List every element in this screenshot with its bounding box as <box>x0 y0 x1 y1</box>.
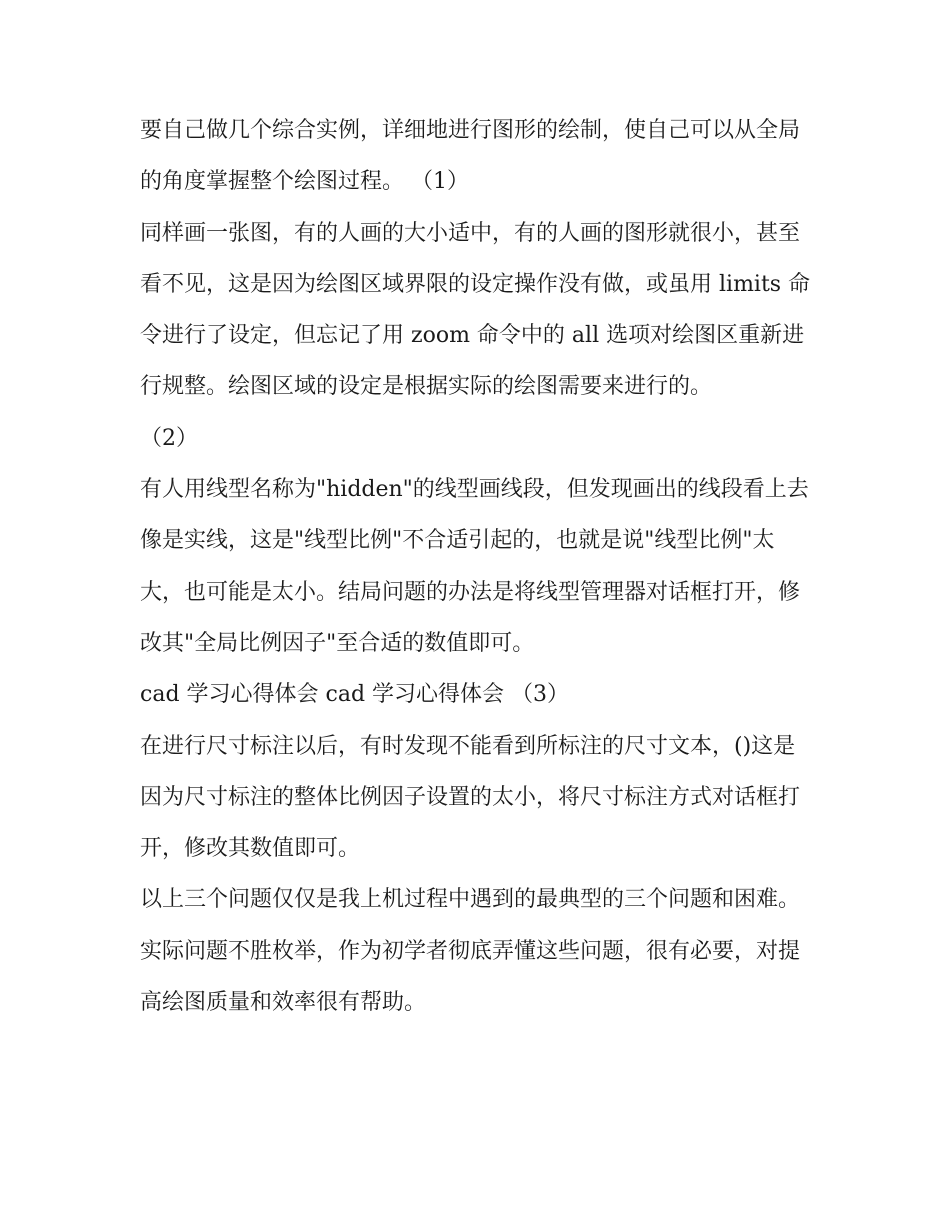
paragraph-linetype-scale: 有人用线型名称为"hidden"的线型画线段，但发现画出的线段看上去像是实线，这是"线型比例"不合适引起的，也就是说"线型比例"太大，也可能是太小。结局问题的办法是将线型管理器对话框打开，修改其"全局比例因子"至合适的数值即可。 <box>140 477 809 656</box>
section-heading-3: cad 学习心得体会 cad 学习心得体会 （3） <box>140 682 570 708</box>
section-number-2: （2） <box>140 425 198 451</box>
paragraph-conclusion: 以上三个问题仅仅是我上机过程中遇到的最典型的三个问题和困难。实际问题不胜枚举，作为初学者彻底弄懂这些问题，很有必要，对提高绘图质量和效率很有帮助。 <box>140 887 801 1016</box>
paragraph-intro: 要自己做几个综合实例，详细地进行图形的绘制，使自己可以从全局的角度掌握整个绘图过程。 （1） <box>140 118 801 195</box>
paragraph-dimension-text: 在进行尺寸标注以后，有时发现不能看到所标注的尺寸文本，()这是因为尺寸标注的整体比例因子设置的太小，将尺寸标注方式对话框打开，修改其数值即可。 <box>140 733 801 862</box>
paragraph-limits-zoom: 同样画一张图，有的人画的大小适中，有的人画的图形就很小，甚至看不见，这是因为绘图区域界限的设定操作没有做，或虽用 limits 命令进行了设定，但忘记了用 zoom 命令中的 all 选项对绘图区重新进行规整。绘图区域的设定是根据实际的绘图需要来进行的。 <box>140 220 811 400</box>
document-body <box>140 105 815 1028</box>
